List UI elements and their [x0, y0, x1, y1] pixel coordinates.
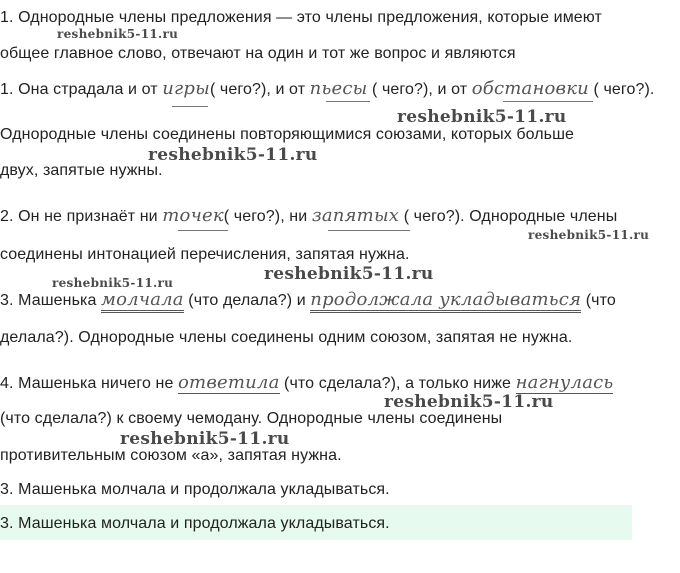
- sentence-3-start: 3. Машенька: [0, 292, 97, 309]
- watermark: reshebnik5-11.ru: [52, 276, 174, 290]
- sentence-1-explanation-2: двух, запятые нужны.: [0, 162, 163, 179]
- sentence-2: [0, 206, 617, 227]
- question-1: (что делала?) и: [183, 292, 306, 309]
- answer-sentence: 3. Машенька молчала и продолжала укладываться.: [0, 515, 390, 532]
- sentence-4-explanation-1: (что сделала?) к своему чемодану. Однородные члены соединены: [0, 410, 503, 427]
- watermark: reshebnik5-11.ru: [384, 392, 554, 412]
- intro-line-1: 1. Однородные члены предложения — это члены предложения, которые имеют: [0, 9, 602, 26]
- watermark: reshebnik5-11.ru: [57, 27, 179, 41]
- word-prodolzhala-ukladyvatsya: продолжала укладываться: [310, 289, 581, 313]
- watermark: reshebnik5-11.ru: [120, 429, 290, 449]
- word-otvetila: ответила: [178, 372, 280, 393]
- word-obstanovki: обстановки: [471, 78, 589, 99]
- word-zapyatykh: запятых: [311, 205, 400, 226]
- underline-mark: [326, 101, 370, 102]
- question-1: ( чего?), ни: [223, 208, 308, 225]
- underline-mark: [178, 230, 228, 231]
- sentence-4-start: 4. Машенька ничего не: [0, 375, 174, 392]
- word-igry: игры: [162, 78, 210, 99]
- sentence-3-explanation: делала?). Однородные члены соединены одним союзом, запятая не нужна.: [0, 329, 573, 346]
- question-2: ( чего?), и от: [367, 81, 468, 98]
- watermark: reshebnik5-11.ru: [397, 107, 567, 127]
- word-nagnulas: нагнулась: [515, 372, 614, 393]
- sentence-3: [0, 290, 616, 311]
- sentence-4-explanation-2: противительным союзом «а», запятая нужна.: [0, 447, 342, 464]
- underline-mark: [503, 101, 593, 102]
- word-tochek: точек: [162, 205, 224, 226]
- question-2: ( чего?). Однородные члены: [399, 208, 618, 225]
- watermark: reshebnik5-11.ru: [528, 228, 650, 242]
- word-pesy: пьесы: [309, 78, 368, 99]
- sentence-4: [0, 373, 613, 394]
- sentence-1-start: 1. Она страдала и от: [0, 81, 158, 98]
- underline-mark: [328, 230, 410, 231]
- watermark: reshebnik5-11.ru: [148, 145, 318, 165]
- sentence-1: [0, 79, 654, 100]
- watermark: reshebnik5-11.ru: [264, 264, 434, 284]
- sentence-2-start: 2. Он не признаёт ни: [0, 208, 158, 225]
- underline-mark: [172, 106, 208, 107]
- intro-line-2: общее главное слово, отвечают на один и тот же вопрос и являются: [0, 45, 516, 62]
- question-3: ( чего?).: [588, 81, 655, 98]
- final-sentence: 3. Машенька молчала и продолжала укладываться.: [0, 481, 390, 498]
- sentence-2-explanation: соединены интонацией перечисления, запятая нужна.: [0, 246, 410, 263]
- sentence-1-explanation-1: Однородные члены соединены повторяющимися союзами, которых больше: [0, 126, 575, 143]
- question-2: (что: [581, 292, 616, 309]
- question-1: (что сделала?), а только ниже: [279, 375, 512, 392]
- question-1: ( чего?), и от: [209, 81, 306, 98]
- word-molchala: молчала: [101, 289, 184, 313]
